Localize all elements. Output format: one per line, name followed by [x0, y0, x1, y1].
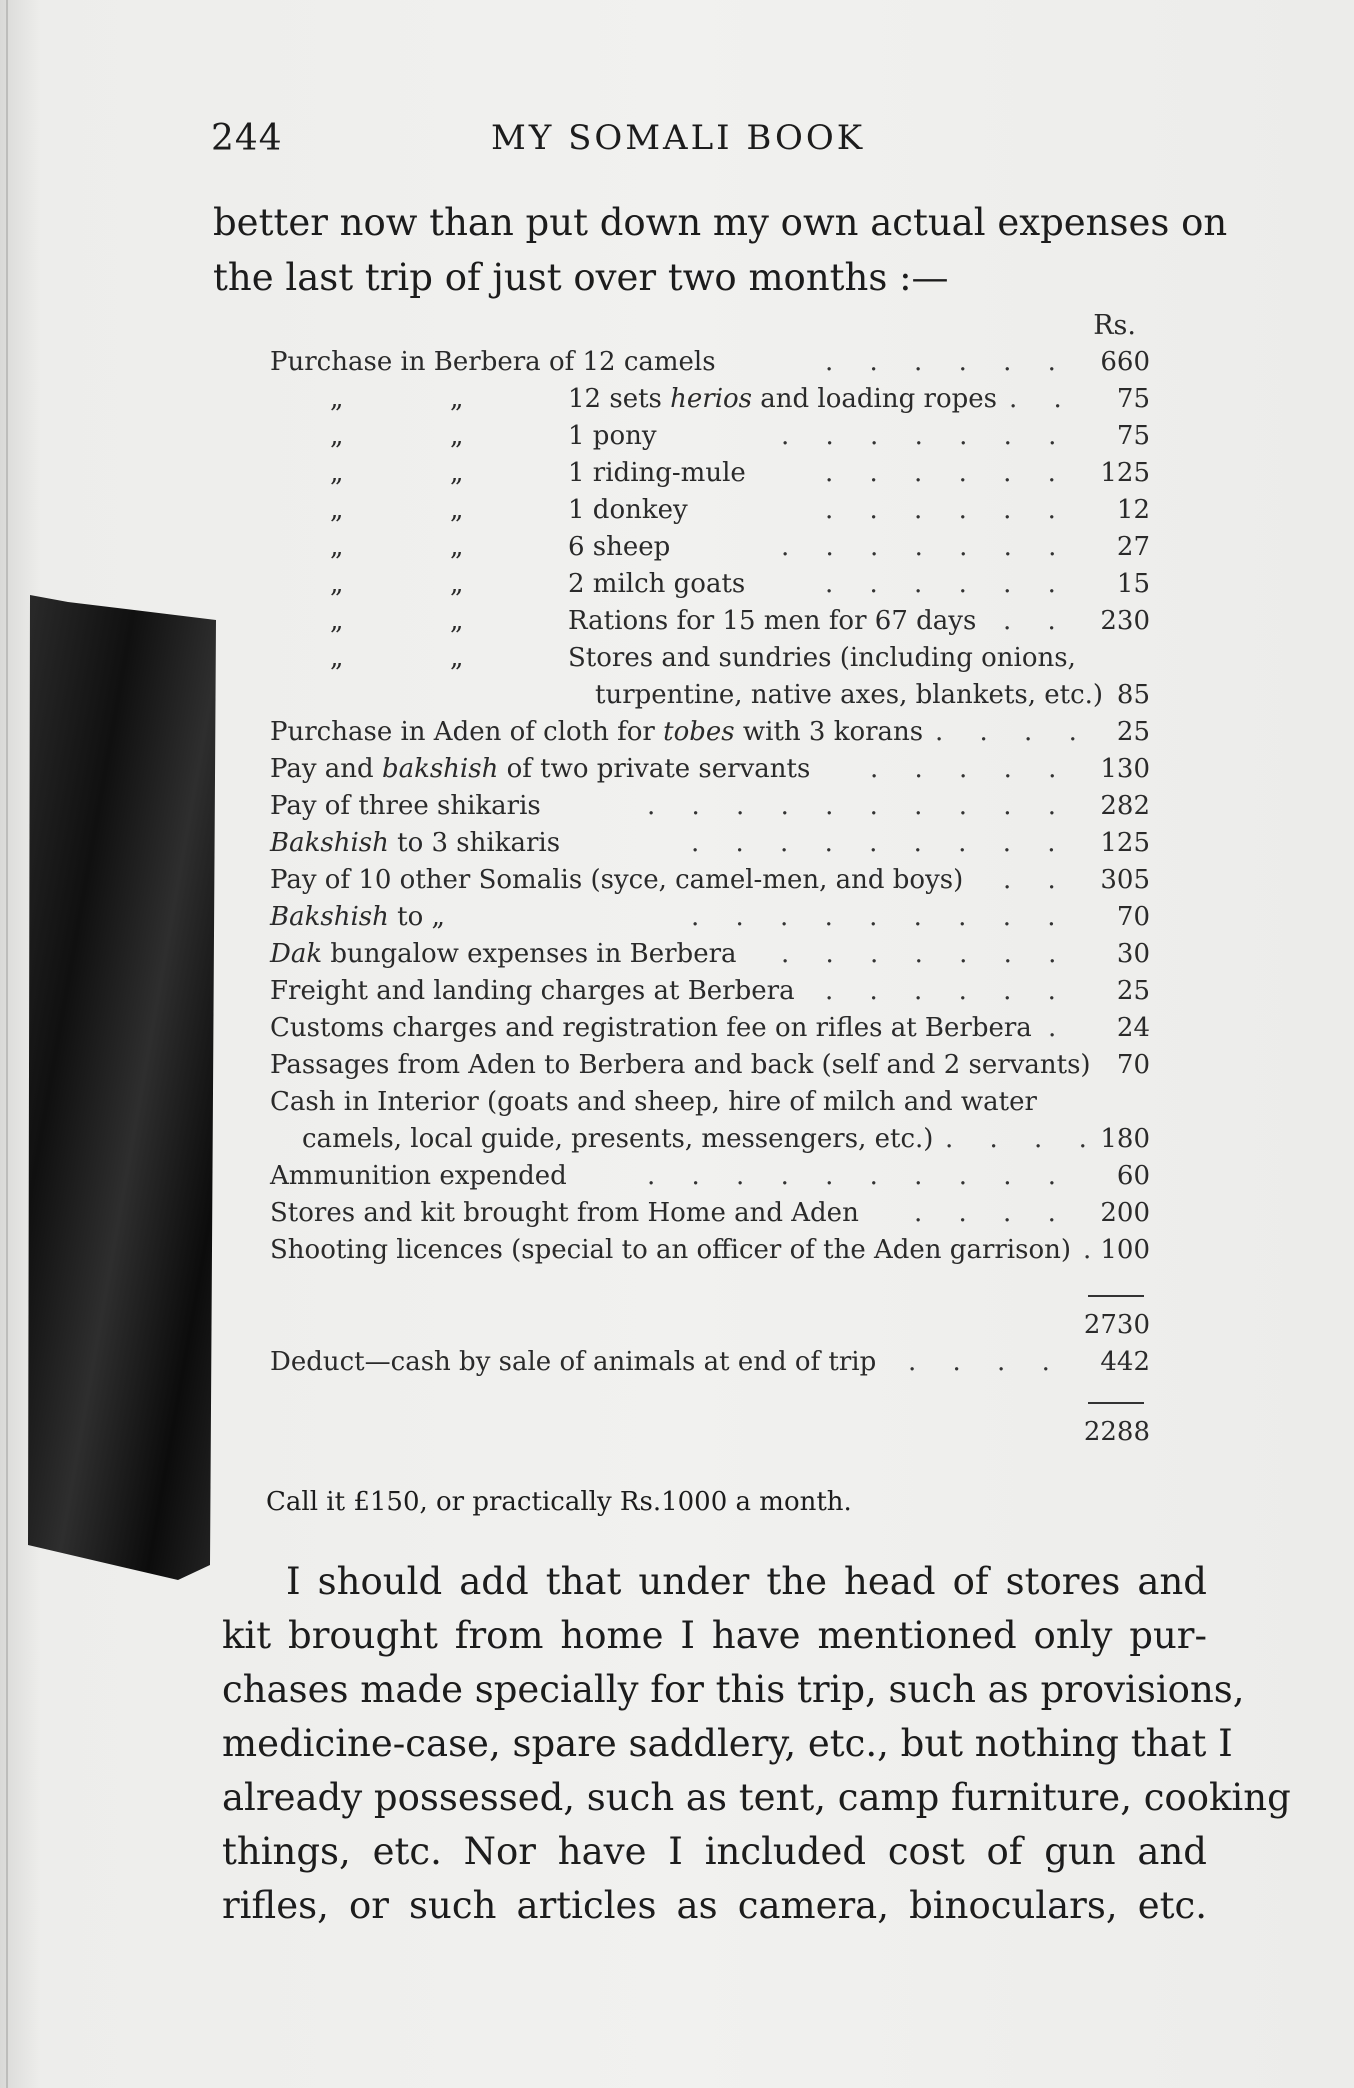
leader-dots: . . . . . . — [825, 495, 1070, 525]
ditto-mark: „ — [330, 606, 344, 636]
total-rule — [1088, 1402, 1144, 1404]
expense-amount: 12 — [1116, 495, 1150, 525]
lead-line: better now than put down my own actual expenses on — [213, 201, 1228, 244]
expense-item: 12 sets herios and loading ropes — [568, 384, 997, 414]
page-number: 244 — [211, 118, 283, 159]
expense-row — [270, 643, 1150, 680]
leader-dots: . . . . . . — [825, 569, 1070, 599]
deduction-amount: 442 — [1100, 1347, 1150, 1377]
expense-row — [270, 754, 1150, 791]
expense-row — [270, 384, 1150, 421]
ditto-mark: „ — [330, 569, 344, 599]
expense-amount: 125 — [1100, 828, 1150, 858]
expense-amount: 24 — [1116, 1013, 1150, 1043]
expense-row — [270, 680, 1150, 717]
expense-amount: 30 — [1116, 939, 1150, 969]
bookmark-strip-image — [28, 590, 218, 1590]
expense-desc: Freight and landing charges at Berbera — [270, 976, 795, 1006]
leader-dots: . . . . . — [870, 754, 1071, 784]
expense-row — [270, 1198, 1150, 1235]
expense-amount: 60 — [1116, 1161, 1150, 1191]
expense-item: Rations for 15 men for 67 days — [568, 606, 977, 636]
expense-item: 1 pony — [568, 421, 657, 451]
leader-dots: . . — [1003, 606, 1070, 636]
expense-row — [270, 939, 1150, 976]
ditto-mark: „ — [450, 569, 464, 599]
lead-paragraph — [213, 195, 1228, 305]
leader-dots: . . — [1003, 865, 1070, 895]
ditto-mark: „ — [450, 532, 464, 562]
expense-row — [270, 421, 1150, 458]
expense-amount: 25 — [1116, 976, 1150, 1006]
expense-desc: Stores and kit brought from Home and Aden — [270, 1198, 859, 1228]
expense-row — [270, 865, 1150, 902]
expense-desc: Pay of three shikaris — [270, 791, 541, 821]
expense-desc: Pay and bakshish of two private servants — [270, 754, 811, 784]
expense-row — [270, 828, 1150, 865]
ditto-mark: „ — [330, 643, 344, 673]
closing-line: things, etc. Nor have I included cost of gun and — [222, 1830, 1207, 1873]
expense-row — [270, 569, 1150, 606]
closing-line: medicine-case, spare saddlery, etc., but nothing that I — [222, 1722, 1233, 1765]
expense-desc-continued: camels, local guide, presents, messengers, etc.) — [302, 1124, 934, 1154]
subtotal-amount: 2730 — [1083, 1310, 1150, 1340]
subtotal-rule — [1088, 1295, 1144, 1297]
expense-amount: 75 — [1116, 384, 1150, 414]
ditto-mark: „ — [330, 421, 344, 451]
expense-amount: 75 — [1116, 421, 1150, 451]
expense-desc: Dak bungalow expenses in Berbera — [270, 939, 737, 969]
expense-row — [270, 458, 1150, 495]
expense-item-continued: turpentine, native axes, blankets, etc.) — [595, 680, 1104, 710]
leader-dots: . . — [1009, 384, 1076, 414]
leader-dots: . . . . . . — [825, 347, 1070, 377]
leader-dots: . . . . . . . — [781, 532, 1071, 562]
expense-item: 1 riding-mule — [568, 458, 746, 488]
leader-dots: . . . . — [914, 1198, 1070, 1228]
expense-amount: 70 — [1116, 1050, 1150, 1080]
book-title: MY SOMALI BOOK — [491, 118, 866, 158]
leader-dots: . . . . . . . . . . — [647, 791, 1071, 821]
leader-dots: . . . . . . . . . — [691, 902, 1070, 932]
expense-item: 2 milch goats — [568, 569, 746, 599]
expense-row — [270, 717, 1150, 754]
expense-desc: Purchase in Berbera of 12 camels — [270, 347, 716, 377]
expense-amount: 70 — [1116, 902, 1150, 932]
expense-amount: 180 — [1100, 1124, 1150, 1154]
expense-item: 6 sheep — [568, 532, 671, 562]
leader-dots: . — [1048, 1013, 1071, 1043]
ditto-mark: „ — [450, 495, 464, 525]
expense-desc: Bakshish to 3 shikaris — [270, 828, 561, 858]
expense-desc: Purchase in Aden of cloth for tobes with 3 korans — [270, 717, 924, 747]
expense-row — [270, 1013, 1150, 1050]
expense-amount: 27 — [1116, 532, 1150, 562]
expense-desc: Customs charges and registration fee on rifles at Berbera — [270, 1013, 1032, 1043]
expense-amount: 100 — [1100, 1235, 1150, 1265]
closing-line: chases made specially for this trip, such as provisions, — [222, 1668, 1245, 1711]
leader-dots: . . . . . . . . . . — [647, 1161, 1071, 1191]
expense-desc: Cash in Interior (goats and sheep, hire of milch and water — [270, 1087, 1037, 1117]
expense-row — [270, 1161, 1150, 1198]
expense-amount: 200 — [1100, 1198, 1150, 1228]
expense-desc: Bakshish to „ — [270, 902, 445, 932]
expense-row — [270, 1087, 1150, 1124]
expense-row — [270, 902, 1150, 939]
expense-row — [270, 1124, 1150, 1161]
expense-amount: 230 — [1100, 606, 1150, 636]
ditto-mark: „ — [450, 606, 464, 636]
running-head — [211, 118, 1194, 168]
expense-amount: 85 — [1116, 680, 1150, 710]
call-it-line: Call it £150, or practically Rs.1000 a month. — [266, 1487, 852, 1517]
closing-line: kit brought from home I have mentioned only pur- — [222, 1614, 1207, 1657]
expense-item: 1 donkey — [568, 495, 688, 525]
ditto-mark: „ — [450, 384, 464, 414]
expense-amount: 305 — [1100, 865, 1150, 895]
ditto-mark: „ — [330, 495, 344, 525]
expense-desc: Shooting licences (special to an officer of the Aden garrison) — [270, 1235, 1071, 1265]
leader-dots: . . . . . . — [825, 458, 1070, 488]
ditto-mark: „ — [450, 421, 464, 451]
deduction-row — [270, 1347, 1150, 1384]
ditto-mark: „ — [330, 532, 344, 562]
expense-row — [270, 532, 1150, 569]
expense-row — [270, 606, 1150, 643]
leader-dots: . — [1083, 1235, 1106, 1265]
closing-line: rifles, or such articles as camera, binoculars, etc. — [222, 1884, 1207, 1927]
expense-row — [270, 976, 1150, 1013]
expense-amount: 660 — [1100, 347, 1150, 377]
leader-dots: . . . . . . . . . — [691, 828, 1070, 858]
total-amount: 2288 — [1083, 1417, 1150, 1447]
expense-amount: 130 — [1100, 754, 1150, 784]
expense-amount: 125 — [1100, 458, 1150, 488]
closing-paragraph — [222, 1555, 1291, 1933]
expense-desc: Ammunition expended — [270, 1161, 567, 1191]
expense-desc: Passages from Aden to Berbera and back (self and 2 servants) — [270, 1050, 1091, 1080]
expense-row — [270, 1050, 1150, 1087]
expense-amount: 282 — [1100, 791, 1150, 821]
ditto-mark: „ — [330, 384, 344, 414]
expense-row — [270, 791, 1150, 828]
expense-item: Stores and sundries (including onions, — [568, 643, 1076, 673]
expense-row — [270, 495, 1150, 532]
currency-header: Rs. — [1093, 310, 1136, 341]
leader-dots: . . . . . . . — [781, 939, 1071, 969]
leader-dots: . . . . — [945, 1124, 1101, 1154]
closing-line: already possessed, such as tent, camp furniture, cooking — [222, 1776, 1291, 1819]
leader-dots: . . . . . . . — [781, 421, 1071, 451]
expense-amount: 25 — [1116, 717, 1150, 747]
expense-row — [270, 1235, 1150, 1272]
total-row — [270, 1417, 1150, 1454]
page-edge-line — [6, 0, 8, 2088]
ditto-mark: „ — [450, 643, 464, 673]
closing-line: I should add that under the head of stores and — [286, 1560, 1207, 1603]
ditto-mark: „ — [330, 458, 344, 488]
leader-dots: . . . . — [935, 717, 1091, 747]
expense-row — [270, 347, 1150, 384]
expense-desc: Pay of 10 other Somalis (syce, camel-men, and boys) — [270, 865, 964, 895]
lead-line: the last trip of just over two months :— — [213, 256, 949, 299]
leader-dots: . . . . . . — [825, 976, 1070, 1006]
subtotal-row — [270, 1310, 1150, 1347]
deduction-dots: . . . . — [908, 1347, 1064, 1377]
expense-amount: 15 — [1116, 569, 1150, 599]
ditto-mark: „ — [450, 458, 464, 488]
deduction-desc: Deduct—cash by sale of animals at end of trip — [270, 1347, 877, 1377]
